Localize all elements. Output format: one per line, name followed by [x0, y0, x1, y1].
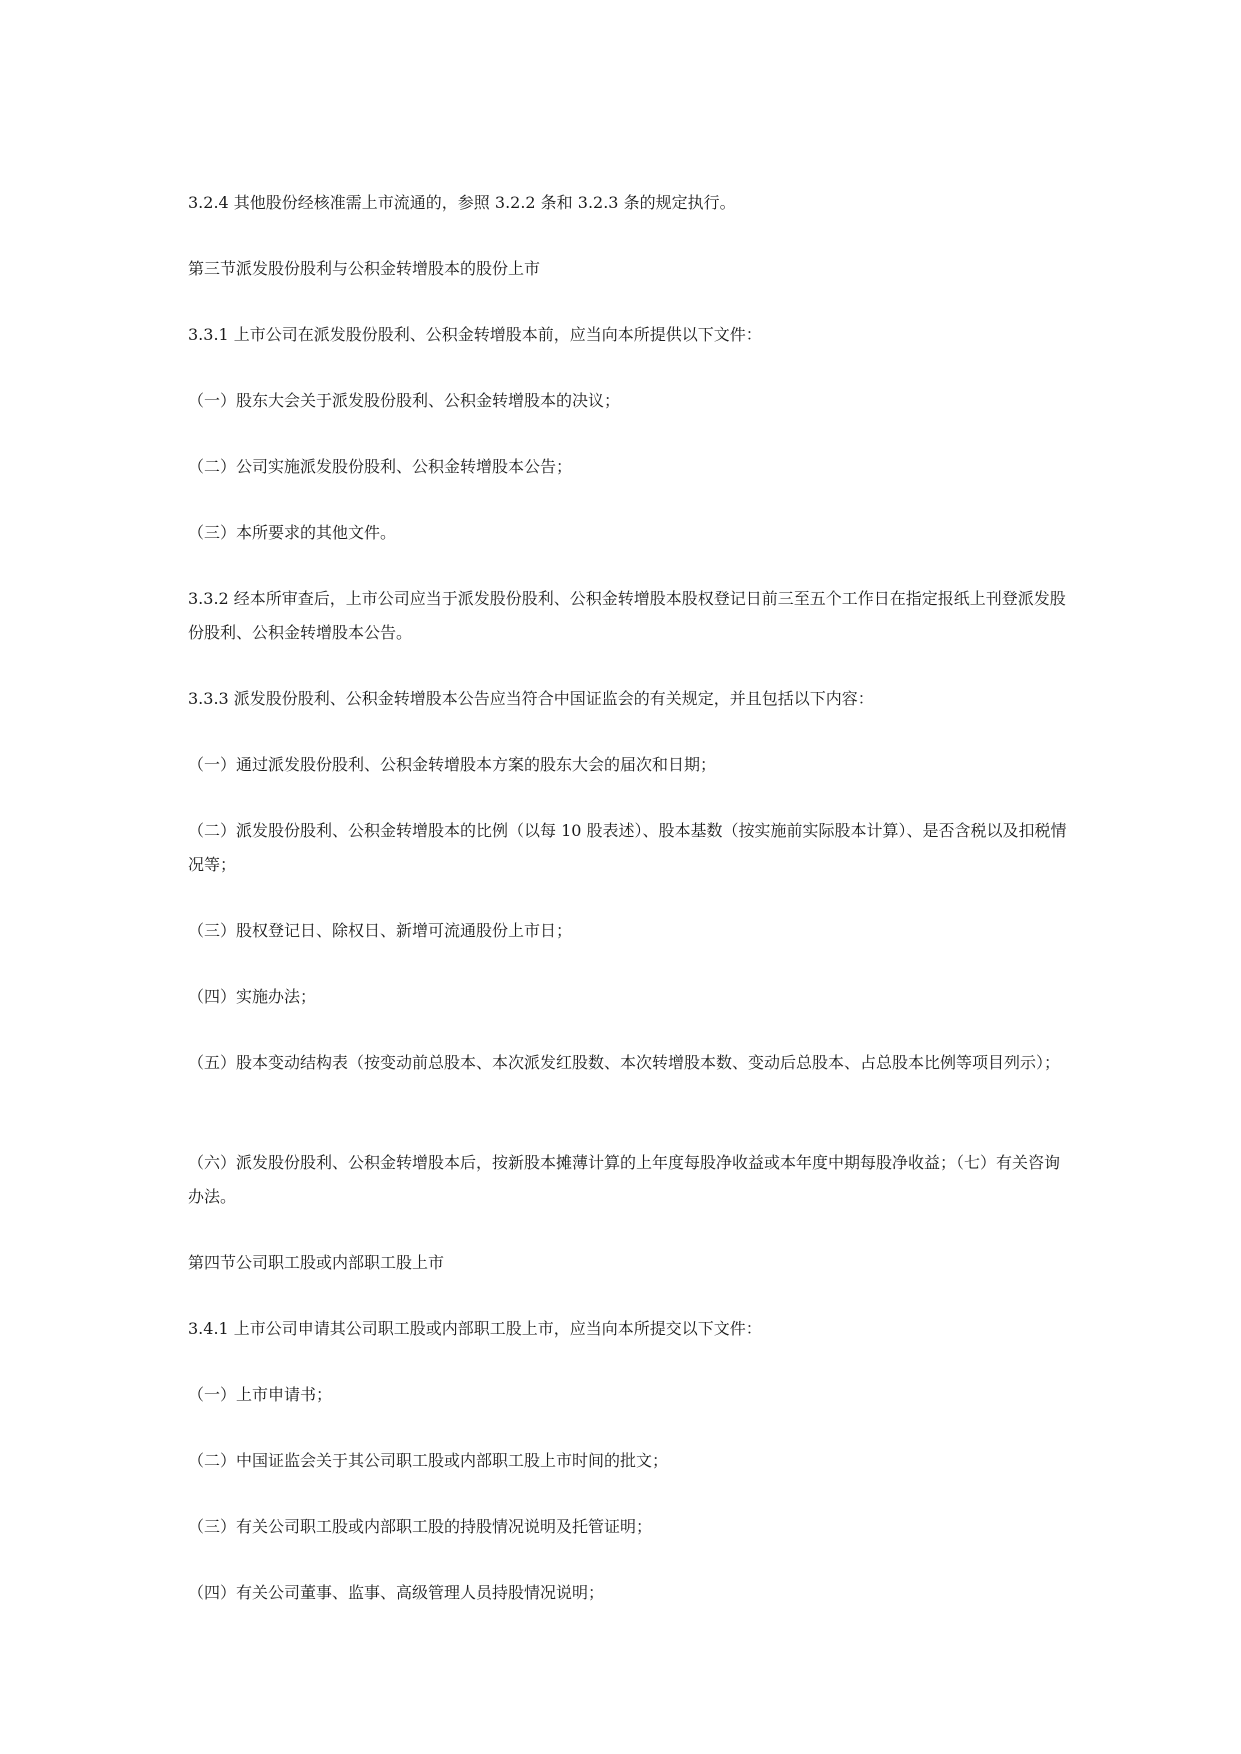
section-heading-4: 第四节公司职工股或内部职工股上市 — [188, 1253, 445, 1272]
list-item: （三）有关公司职工股或内部职工股的持股情况说明及托管证明； — [188, 1517, 653, 1536]
paragraph-3-3-1: 3.3.1 上市公司在派发股份股利、公积金转增股本前，应当向本所提供以下文件： — [188, 325, 762, 344]
list-item: （二）派发股份股利、公积金转增股本的比例（以每 10 股表述）、股本基数（按实施前实际股本计算）、是否含税以及扣税情况等； — [188, 821, 1067, 874]
list-item: （一）通过派发股份股利、公积金转增股本方案的股东大会的届次和日期； — [188, 755, 717, 774]
paragraph-3-2-4: 3.2.4 其他股份经核准需上市流通的，参照 3.2.2 条和 3.2.3 条的规定执行。 — [188, 193, 736, 212]
list-item: （六）派发股份股利、公积金转增股本后，按新股本摊薄计算的上年度每股净收益或本年度中期每股净收益；（七）有关咨询办法。 — [188, 1153, 1061, 1206]
list-item: （四）实施办法； — [188, 987, 317, 1006]
list-item: （五）股本变动结构表（按变动前总股本、本次派发红股数、本次转增股本数、变动后总股本、占总股本比例等项目列示）； — [188, 1053, 1061, 1072]
list-item: （一）上市申请书； — [188, 1385, 333, 1404]
list-item: （二）公司实施派发股份股利、公积金转增股本公告； — [188, 457, 573, 476]
paragraph-3-3-2: 3.3.2 经本所审查后，上市公司应当于派发股份股利、公积金转增股本股权登记日前三至五个工作日在指定报纸上刊登派发股份股利、公积金转增股本公告。 — [188, 589, 1066, 642]
list-item: （二）中国证监会关于其公司职工股或内部职工股上市时间的批文； — [188, 1451, 669, 1470]
section-heading-3: 第三节派发股份股利与公积金转增股本的股份上市 — [188, 259, 541, 278]
list-item: （三）股权登记日、除权日、新增可流通股份上市日； — [188, 921, 573, 940]
paragraph-3-3-3: 3.3.3 派发股份股利、公积金转增股本公告应当符合中国证监会的有关规定，并且包括以下内容： — [188, 689, 874, 708]
paragraph-3-4-1: 3.4.1 上市公司申请其公司职工股或内部职工股上市，应当向本所提交以下文件： — [188, 1319, 762, 1338]
list-item: （三）本所要求的其他文件。 — [188, 523, 397, 542]
list-item: （一）股东大会关于派发股份股利、公积金转增股本的决议； — [188, 391, 621, 410]
list-item: （四）有关公司董事、监事、高级管理人员持股情况说明； — [188, 1583, 605, 1602]
